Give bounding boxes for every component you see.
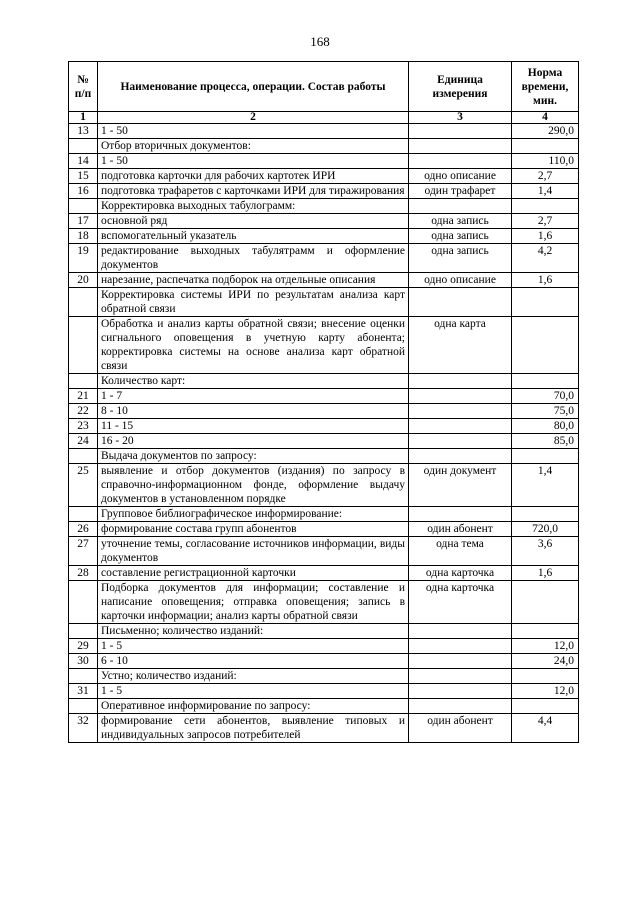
- table-row: [69, 374, 579, 389]
- table-row: [69, 434, 579, 449]
- operation-name: Устно; количество изданий:: [98, 669, 409, 684]
- row-number: 21: [69, 389, 98, 404]
- table-row: [69, 273, 579, 288]
- time-norm: 2,7: [512, 169, 579, 184]
- operation-name: вспомогательный указатель: [98, 229, 409, 244]
- row-number: 32: [69, 714, 98, 743]
- table-row: [69, 317, 579, 374]
- time-norm: [512, 699, 579, 714]
- header-name-text: Наименование процесса, операции. Состав работы: [120, 80, 386, 93]
- operation-name: редактирование выходных табулятрамм и оформление документов: [98, 244, 409, 273]
- operation-name: уточнение темы, согласование источников информации, виды документов: [98, 537, 409, 566]
- row-number: 15: [69, 169, 98, 184]
- row-number: 19: [69, 244, 98, 273]
- unit-of-measure: [409, 419, 512, 434]
- row-number: 16: [69, 184, 98, 199]
- operation-name: 1 - 7: [98, 389, 409, 404]
- table-row: [69, 124, 579, 139]
- header-norm-text: Норма времени, мин.: [521, 66, 569, 107]
- table-row: [69, 199, 579, 214]
- unit-of-measure: [409, 654, 512, 669]
- time-norm: [512, 199, 579, 214]
- time-norm: [512, 449, 579, 464]
- unit-of-measure: [409, 669, 512, 684]
- time-norm: 75,0: [512, 404, 579, 419]
- time-norm: [512, 507, 579, 522]
- time-norm: 4,2: [512, 244, 579, 273]
- table-header-row: [69, 62, 579, 112]
- time-norm: 1,6: [512, 229, 579, 244]
- unit-of-measure: один абонент: [409, 522, 512, 537]
- row-number: 25: [69, 464, 98, 507]
- header-num: [69, 62, 98, 112]
- table-row: [69, 581, 579, 624]
- row-number: [69, 317, 98, 374]
- unit-of-measure: [409, 404, 512, 419]
- unit-of-measure: один трафарет: [409, 184, 512, 199]
- unit-of-measure: [409, 507, 512, 522]
- time-norm: 3,6: [512, 537, 579, 566]
- operation-name: 6 - 10: [98, 654, 409, 669]
- operation-name: формирование сети абонентов, выявление типовых и индивидуальных запросов потребителей: [98, 714, 409, 743]
- time-norm: 12,0: [512, 639, 579, 654]
- unit-of-measure: [409, 639, 512, 654]
- column-index: 4: [512, 112, 579, 124]
- operation-name: Отбор вторичных документов:: [98, 139, 409, 154]
- operation-name: Оперативное информирование по запросу:: [98, 699, 409, 714]
- table-row: [69, 389, 579, 404]
- header-unit-text: Единица измерения: [432, 73, 488, 100]
- table-row: [69, 154, 579, 169]
- page-number: 168: [310, 34, 330, 49]
- operation-name: формирование состава групп абонентов: [98, 522, 409, 537]
- table-row: [69, 537, 579, 566]
- unit-of-measure: [409, 124, 512, 139]
- operation-name: Групповое библиографическое информирование:: [98, 507, 409, 522]
- time-norm: [512, 288, 579, 317]
- operation-name: составление регистрационной карточки: [98, 566, 409, 581]
- table-row: [69, 639, 579, 654]
- time-norm: [512, 581, 579, 624]
- row-number: [69, 699, 98, 714]
- column-index: 1: [69, 112, 98, 124]
- operation-name: Письменно; количество изданий:: [98, 624, 409, 639]
- operation-name: Корректировка системы ИРИ по результатам анализа карт обратной связи: [98, 288, 409, 317]
- operation-name: 11 - 15: [98, 419, 409, 434]
- table-row: [69, 449, 579, 464]
- unit-of-measure: одна запись: [409, 229, 512, 244]
- unit-of-measure: один абонент: [409, 714, 512, 743]
- row-number: 29: [69, 639, 98, 654]
- time-norm: [512, 669, 579, 684]
- operation-name: 1 - 50: [98, 124, 409, 139]
- table-row: [69, 288, 579, 317]
- row-number: [69, 449, 98, 464]
- unit-of-measure: [409, 199, 512, 214]
- time-norm: 80,0: [512, 419, 579, 434]
- table-row: [69, 654, 579, 669]
- row-number: 26: [69, 522, 98, 537]
- table-row: [69, 404, 579, 419]
- time-norm: 24,0: [512, 654, 579, 669]
- table-row: [69, 699, 579, 714]
- row-number: [69, 624, 98, 639]
- header-name: [98, 62, 409, 112]
- row-number: [69, 581, 98, 624]
- operation-name: Выдача документов по запросу:: [98, 449, 409, 464]
- operation-name: 1 - 5: [98, 684, 409, 699]
- row-number: [69, 507, 98, 522]
- row-number: 23: [69, 419, 98, 434]
- unit-of-measure: [409, 434, 512, 449]
- unit-of-measure: [409, 139, 512, 154]
- unit-of-measure: одна карточка: [409, 581, 512, 624]
- time-norm: 290,0: [512, 124, 579, 139]
- operation-name: подготовка трафаретов с карточками ИРИ для тиражирования: [98, 184, 409, 199]
- operation-name: 1 - 5: [98, 639, 409, 654]
- unit-of-measure: [409, 288, 512, 317]
- table-row: [69, 244, 579, 273]
- unit-of-measure: одна тема: [409, 537, 512, 566]
- time-norm: 110,0: [512, 154, 579, 169]
- norms-table: [68, 61, 579, 743]
- unit-of-measure: одна карта: [409, 317, 512, 374]
- table-row: [69, 139, 579, 154]
- row-number: 24: [69, 434, 98, 449]
- row-number: 18: [69, 229, 98, 244]
- row-number: [69, 288, 98, 317]
- column-index: 3: [409, 112, 512, 124]
- row-number: 13: [69, 124, 98, 139]
- time-norm: 70,0: [512, 389, 579, 404]
- row-number: 27: [69, 537, 98, 566]
- row-number: 28: [69, 566, 98, 581]
- operation-name: нарезание, распечатка подборок на отдельные описания: [98, 273, 409, 288]
- row-number: 14: [69, 154, 98, 169]
- time-norm: [512, 139, 579, 154]
- time-norm: 1,4: [512, 464, 579, 507]
- table-row: [69, 184, 579, 199]
- operation-name: 16 - 20: [98, 434, 409, 449]
- time-norm: [512, 317, 579, 374]
- unit-of-measure: одна карточка: [409, 566, 512, 581]
- row-number: [69, 669, 98, 684]
- table-row: [69, 669, 579, 684]
- header-unit: [409, 62, 512, 112]
- table-row: [69, 714, 579, 743]
- unit-of-measure: [409, 154, 512, 169]
- row-number: 30: [69, 654, 98, 669]
- row-number: 31: [69, 684, 98, 699]
- unit-of-measure: одна запись: [409, 244, 512, 273]
- time-norm: 1,6: [512, 273, 579, 288]
- unit-of-measure: [409, 684, 512, 699]
- table-row: [69, 522, 579, 537]
- operation-name: выявление и отбор документов (издания) по запросу в справочно-информационном фонде, оформление выдачу документов в установленном порядке: [98, 464, 409, 507]
- unit-of-measure: одно описание: [409, 169, 512, 184]
- unit-of-measure: один документ: [409, 464, 512, 507]
- table-row: [69, 169, 579, 184]
- column-index-row: [69, 112, 579, 124]
- row-number: 17: [69, 214, 98, 229]
- table-row: [69, 507, 579, 522]
- table-row: [69, 566, 579, 581]
- column-index: 2: [98, 112, 409, 124]
- table-row: [69, 624, 579, 639]
- time-norm: [512, 624, 579, 639]
- unit-of-measure: [409, 624, 512, 639]
- unit-of-measure: [409, 389, 512, 404]
- table-row: [69, 684, 579, 699]
- unit-of-measure: [409, 699, 512, 714]
- time-norm: 720,0: [512, 522, 579, 537]
- table-row: [69, 464, 579, 507]
- unit-of-measure: [409, 374, 512, 389]
- operation-name: Подборка документов для информации; составление и написание оповещения; отправка оповещения; запись в карточки информации; анализ карты обратной связи: [98, 581, 409, 624]
- table-body: [69, 124, 579, 743]
- operation-name: 1 - 50: [98, 154, 409, 169]
- time-norm: [512, 374, 579, 389]
- header-num-text: № п/п: [74, 73, 92, 100]
- table-row: [69, 229, 579, 244]
- operation-name: Корректировка выходных табулограмм:: [98, 199, 409, 214]
- unit-of-measure: одна запись: [409, 214, 512, 229]
- operation-name: 8 - 10: [98, 404, 409, 419]
- operation-name: Количество карт:: [98, 374, 409, 389]
- time-norm: 4,4: [512, 714, 579, 743]
- time-norm: 85,0: [512, 434, 579, 449]
- time-norm: 12,0: [512, 684, 579, 699]
- unit-of-measure: одно описание: [409, 273, 512, 288]
- row-number: [69, 374, 98, 389]
- header-norm: [512, 62, 579, 112]
- time-norm: 1,6: [512, 566, 579, 581]
- table-row: [69, 419, 579, 434]
- unit-of-measure: [409, 449, 512, 464]
- time-norm: 2,7: [512, 214, 579, 229]
- operation-name: Обработка и анализ карты обратной связи; внесение оценки сигнального оповещения в учетную карту абонента; корректировка системы на основе анализа карт обратной связи: [98, 317, 409, 374]
- operation-name: подготовка карточки для рабочих картотек ИРИ: [98, 169, 409, 184]
- time-norm: 1,4: [512, 184, 579, 199]
- row-number: [69, 139, 98, 154]
- row-number: 22: [69, 404, 98, 419]
- operation-name: основной ряд: [98, 214, 409, 229]
- row-number: [69, 199, 98, 214]
- table-row: [69, 214, 579, 229]
- row-number: 20: [69, 273, 98, 288]
